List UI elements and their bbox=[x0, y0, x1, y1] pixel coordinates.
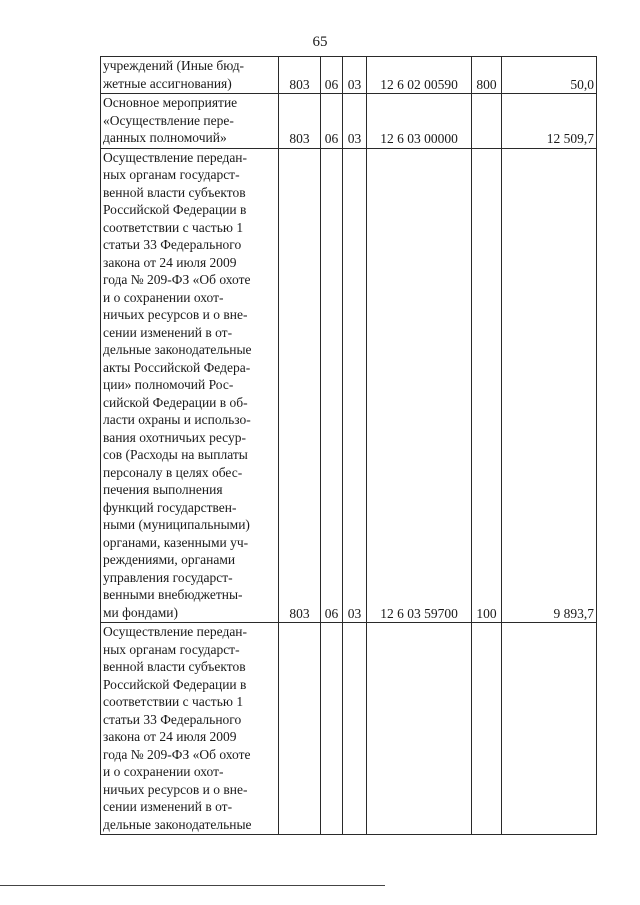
expense-type-cell bbox=[472, 623, 502, 835]
description-line: реждениями, органами bbox=[103, 552, 236, 567]
description-cell bbox=[101, 57, 279, 94]
amount-cell: 12 509,7 bbox=[502, 94, 597, 149]
table-row bbox=[101, 623, 597, 835]
subsection-code-cell: 03 bbox=[343, 57, 367, 94]
ministry-code-cell: 803 bbox=[279, 148, 321, 623]
amount-cell bbox=[502, 623, 597, 835]
table-row bbox=[101, 148, 597, 623]
description-line: ных органам государст- bbox=[103, 641, 240, 657]
description-line: ничьих ресурсов и о вне- bbox=[103, 307, 248, 322]
subsection-code-cell bbox=[343, 623, 367, 835]
description-cell bbox=[101, 94, 279, 149]
page-number: 65 bbox=[312, 34, 328, 50]
description-line: Осуществление передан- bbox=[103, 149, 248, 165]
description-line: ласти охраны и использо- bbox=[103, 412, 251, 427]
table-row bbox=[101, 94, 597, 149]
target-article-cell: 12 6 02 00590 bbox=[367, 57, 472, 94]
description-line: сении изменений в от- bbox=[103, 324, 233, 340]
description-line: статьи 33 Федерального bbox=[103, 711, 242, 727]
section-code-cell: 06 bbox=[321, 57, 343, 94]
description-line: Российской Федерации в bbox=[103, 202, 247, 217]
description-line: органами, казенными уч- bbox=[103, 534, 249, 550]
description-line: ничьих ресурсов и о вне- bbox=[103, 781, 248, 797]
ministry-code-cell: 803 bbox=[279, 57, 321, 94]
description-line: управления государст- bbox=[103, 569, 233, 585]
target-article-cell bbox=[367, 623, 472, 835]
expense-type-cell: 100 bbox=[472, 148, 502, 623]
description-line: ции» полномочий Рос- bbox=[103, 377, 234, 392]
budget-table-body bbox=[101, 57, 597, 835]
description-line: венными внебюджетны- bbox=[103, 587, 243, 602]
description-line: соответствии с частью 1 bbox=[103, 219, 244, 235]
ministry-code-cell bbox=[279, 623, 321, 835]
description-line: закона от 24 июля 2009 bbox=[103, 729, 237, 744]
subsection-code-cell: 03 bbox=[343, 148, 367, 623]
description-line: ми фондами) bbox=[103, 604, 178, 620]
section-code-cell: 06 bbox=[321, 148, 343, 623]
description-line: венной власти субъектов bbox=[103, 184, 246, 200]
description-line: «Осуществление пере- bbox=[103, 112, 234, 128]
description-line: вания охотничьих ресур- bbox=[103, 429, 246, 445]
description-line: ными (муниципальными) bbox=[103, 517, 250, 532]
budget-table bbox=[100, 56, 597, 835]
description-line: закона от 24 июля 2009 bbox=[103, 254, 237, 270]
subsection-code-cell: 03 bbox=[343, 94, 367, 149]
description-line: и о сохранении охот- bbox=[103, 764, 224, 779]
description-line: данных полномочий» bbox=[103, 130, 227, 145]
table-row bbox=[101, 57, 597, 94]
description-line: года № 209-ФЗ «Об охоте bbox=[103, 746, 251, 762]
description-line: года № 209-ФЗ «Об охоте bbox=[103, 272, 251, 287]
description-line: сийской Федерации в об- bbox=[103, 394, 248, 410]
description-line: и о сохранении охот- bbox=[103, 289, 224, 305]
footer-rule bbox=[0, 885, 385, 886]
description-line: дельные законодательные bbox=[103, 342, 252, 357]
expense-type-cell bbox=[472, 94, 502, 149]
description-line: статьи 33 Федерального bbox=[103, 237, 242, 252]
description-line: акты Российской Федера- bbox=[103, 359, 251, 375]
target-article-cell: 12 6 03 59700 bbox=[367, 148, 472, 623]
description-line: Основное мероприятие bbox=[103, 95, 238, 110]
description-line: печения выполнения bbox=[103, 482, 223, 497]
description-line: соответствии с частью 1 bbox=[103, 694, 244, 709]
ministry-code-cell: 803 bbox=[279, 94, 321, 149]
description-line: сов (Расходы на выплаты bbox=[103, 447, 248, 462]
amount-cell: 9 893,7 bbox=[502, 148, 597, 623]
section-code-cell: 06 bbox=[321, 94, 343, 149]
section-code-cell bbox=[321, 623, 343, 835]
description-line: ных органам государст- bbox=[103, 167, 240, 182]
expense-type-cell: 800 bbox=[472, 57, 502, 94]
description-cell bbox=[101, 623, 279, 835]
description-line: сении изменений в от- bbox=[103, 799, 233, 814]
description-line: учреждений (Иные бюд- bbox=[103, 58, 245, 73]
description-line: венной власти субъектов bbox=[103, 659, 246, 674]
description-line: жетные ассигнования) bbox=[103, 75, 232, 91]
description-line: Российской Федерации в bbox=[103, 676, 247, 692]
description-line: функций государствен- bbox=[103, 499, 237, 515]
description-line: Осуществление передан- bbox=[103, 624, 248, 639]
description-cell bbox=[101, 148, 279, 623]
description-line: дельные законодательные bbox=[103, 816, 252, 832]
amount-cell: 50,0 bbox=[502, 57, 597, 94]
description-line: персоналу в целях обес- bbox=[103, 464, 243, 480]
target-article-cell: 12 6 03 00000 bbox=[367, 94, 472, 149]
